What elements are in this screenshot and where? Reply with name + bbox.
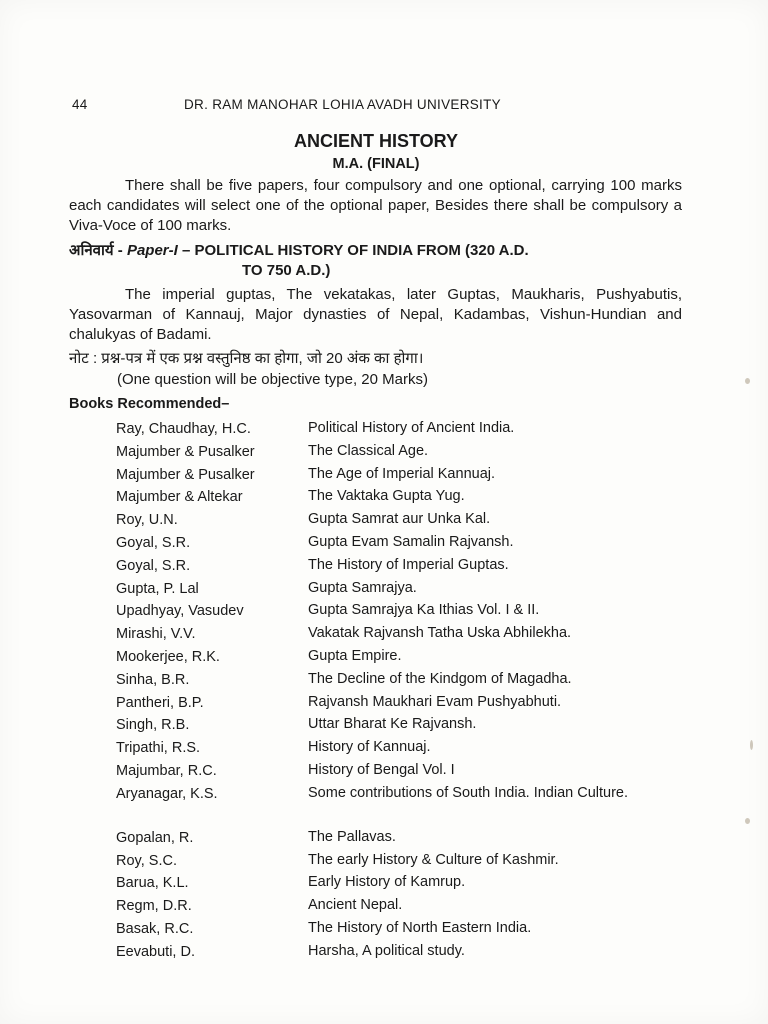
book-entry	[116, 760, 696, 783]
book-title: Political History of Ancient India.	[308, 420, 515, 436]
book-author: Regm, D.R.	[116, 898, 192, 915]
paper-heading	[69, 241, 689, 281]
note-english: (One question will be objective type, 20 Marks)	[117, 371, 428, 388]
book-entry	[116, 646, 696, 669]
syllabus-text: The imperial guptas, The vekatakas, later Guptas, Maukharis, Pushyabutis, Yasovarman of Kannauj, Major dynasties of Nepal, Kadambas, Vishun-Hundian and chalukyas of Badami.	[69, 286, 682, 343]
book-title: Ancient Nepal.	[308, 897, 403, 914]
book-entry	[116, 941, 696, 964]
paper-smudge	[745, 818, 750, 824]
book-entry	[116, 783, 696, 827]
book-author: Pantheri, B.P.	[116, 694, 204, 711]
book-title: Uttar Bharat Ke Rajvansh.	[308, 716, 477, 733]
book-author: Eevabuti, D.	[116, 943, 195, 960]
book-title: Vakatak Rajvansh Tatha Uska Abhilekha.	[308, 625, 572, 642]
book-entry	[116, 918, 696, 941]
book-entry	[116, 555, 696, 578]
book-title: Early History of Kamrup.	[308, 874, 466, 891]
book-author: Goyal, S.R.	[116, 557, 191, 574]
book-title: The Age of Imperial Kannuaj.	[308, 465, 496, 482]
books-heading: Books Recommended–	[69, 396, 230, 412]
intro-paragraph	[69, 176, 682, 236]
book-title: History of Kannuaj.	[308, 739, 431, 756]
book-entry	[116, 827, 696, 850]
book-title: History of Bengal Vol. I	[308, 761, 455, 778]
note-hindi: नोट : प्रश्न-पत्र में एक प्रश्न वस्तुनिष्ठ का होगा, जो 20 अंक का होगा।	[69, 350, 424, 367]
book-title: The History of Imperial Guptas.	[308, 556, 509, 573]
book-author: Gupta, P. Lal	[116, 580, 199, 597]
book-title: Gupta Samrajya Ka Ithias Vol. I & II.	[308, 602, 540, 619]
book-author: Majumbar, R.C.	[116, 762, 217, 779]
book-title: The early History & Culture of Kashmir.	[308, 851, 559, 868]
book-entry	[116, 418, 696, 441]
book-author: Aryanagar, K.S.	[116, 785, 218, 802]
page-number: 44	[72, 97, 88, 112]
book-author: Singh, R.B.	[116, 717, 190, 734]
book-entry	[116, 714, 696, 737]
book-author: Goyal, S.R.	[116, 534, 191, 551]
book-author: Sinha, B.R.	[116, 671, 190, 688]
book-entry	[116, 486, 696, 509]
syllabus-paragraph	[69, 285, 682, 345]
book-author: Barua, K.L.	[116, 875, 189, 892]
book-title: Rajvansh Maukhari Evam Pushyabhuti.	[308, 693, 562, 710]
book-author: Ray, Chaudhay, H.C.	[116, 421, 251, 437]
book-entry	[116, 737, 696, 760]
book-entry	[116, 692, 696, 715]
paper-title-line2: TO 750 A.D.)	[242, 262, 331, 279]
book-entry	[116, 509, 696, 532]
books-list	[116, 418, 696, 964]
book-title: Some contributions of South India. Indian Culture.	[308, 784, 628, 801]
paper-hindi-label: अनिवार्य -	[69, 242, 123, 259]
book-author: Roy, U.N.	[116, 512, 178, 529]
intro-text: There shall be five papers, four compulsory and one optional, carrying 100 marks each candidates will select one of the optional paper, Besides there shall be compulsory a Viva-Voce of 100 marks.	[69, 177, 682, 234]
course-subtitle: M.A. (FINAL)	[332, 156, 420, 172]
book-entry	[116, 850, 696, 873]
page-title: ANCIENT HISTORY	[293, 131, 458, 151]
book-author: Mookerjee, R.K.	[116, 648, 220, 665]
book-entry	[116, 872, 696, 895]
book-title: The History of North Eastern India.	[308, 919, 532, 936]
book-author: Gopalan, R.	[116, 829, 194, 846]
book-author: Upadhyay, Vasudev	[116, 603, 244, 620]
book-title: The Pallavas.	[308, 828, 396, 845]
book-author: Basak, R.C.	[116, 920, 194, 937]
book-author: Mirashi, V.V.	[116, 626, 196, 643]
book-title: Harsha, A political study.	[308, 942, 465, 959]
book-entry	[116, 578, 696, 601]
paper-label: Paper-I	[126, 242, 178, 259]
book-title: The Classical Age.	[308, 442, 429, 459]
book-author: Tripathi, R.S.	[116, 740, 201, 757]
book-entry	[116, 441, 696, 464]
book-author: Roy, S.C.	[116, 852, 177, 869]
book-entry	[116, 600, 696, 623]
book-author: Majumber & Pusalker	[116, 443, 255, 460]
book-title: Gupta Empire.	[308, 647, 402, 664]
book-author: Majumber & Altekar	[116, 489, 243, 506]
university-name: DR. RAM MANOHAR LOHIA AVADH UNIVERSITY	[184, 97, 501, 112]
book-entry	[116, 464, 696, 487]
paper-title-line1: – POLITICAL HISTORY OF INDIA FROM (320 A.D.	[181, 242, 529, 259]
book-title: Gupta Samrat aur Unka Kal.	[308, 511, 491, 528]
book-entry	[116, 895, 696, 918]
book-title: Gupta Samrajya.	[308, 579, 417, 596]
book-title: Gupta Evam Samalin Rajvansh.	[308, 533, 514, 550]
book-title: The Vaktaka Gupta Yug.	[308, 488, 465, 505]
book-entry	[116, 532, 696, 555]
book-author: Majumber & Pusalker	[116, 466, 255, 483]
book-title: The Decline of the Kindgom of Magadha.	[308, 670, 572, 687]
book-entry	[116, 623, 696, 646]
paper-smudge	[750, 740, 753, 750]
book-entry	[116, 669, 696, 692]
paper-smudge	[745, 378, 750, 384]
